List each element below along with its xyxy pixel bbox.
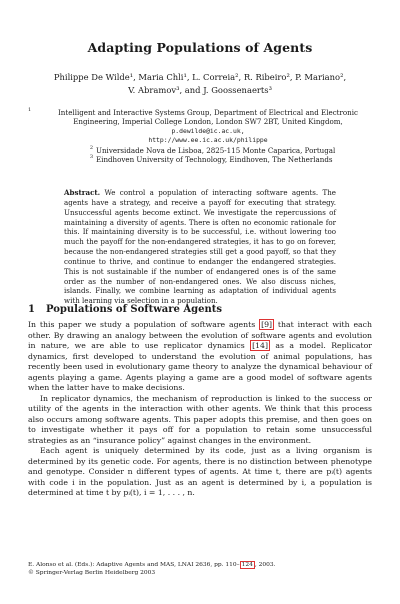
affiliation-url[interactable]: http://www.ee.ic.ac.uk/philippe xyxy=(148,136,268,145)
footer-text: E. Alonso et al. (Eds.): Adaptive Agents and MAS, LNAI 2636, pp. 110– xyxy=(28,562,240,568)
affiliation-number: 1 xyxy=(28,107,32,113)
affiliation-line: Intelligent and Interactive Systems Group, Department of Electrical and Electronic xyxy=(58,108,358,117)
section-number: 1 xyxy=(28,304,35,315)
body-text xyxy=(28,320,372,499)
footer-page-link[interactable]: 124 xyxy=(241,562,253,568)
footer-citation xyxy=(28,561,372,569)
authors-line-1: Philippe De Wilde¹, Maria Chli¹, L. Correia², R. Ribeiro², P. Mariano², xyxy=(53,72,347,82)
abstract xyxy=(64,188,336,306)
affiliation-3 xyxy=(28,155,374,164)
affiliation-1 xyxy=(28,108,374,146)
paragraph-1 xyxy=(28,320,372,394)
abstract-label: Abstract. xyxy=(64,188,101,197)
affiliation-line: Eindhoven University of Technology, Eindhoven, The Netherlands xyxy=(96,155,333,165)
affiliation-line: Engineering, Imperial College London, London SW7 2BT, United Kingdom, xyxy=(73,117,343,127)
footer-text: , 2003. xyxy=(254,562,276,568)
paragraph-text: as a model. Replicator dynamics, first developed to understand the evolution of animal populations, has recently been used in evolutionary game theory to analyze the dynamical behaviour of agents playing a game. Agents playing a game are a good model of software agents when the latter have to make decisions. xyxy=(28,341,372,392)
section-title: Populations of Software Agents xyxy=(46,304,223,315)
affiliation-line: Universidade Nova de Lisboa, 2825-115 Monte Caparica, Portugal xyxy=(96,145,336,155)
paragraph-text: that interact with each other. By drawing an analogy between the evolution of software agents and evolution in nature, we are able to use replicator dynamics xyxy=(28,320,373,350)
paper-title: Adapting Populations of Agents xyxy=(87,40,313,55)
affiliation-number: 3 xyxy=(89,154,93,161)
section-heading xyxy=(28,304,222,315)
paragraph-text: In this paper we study a population of software agents xyxy=(28,320,260,329)
citation-link[interactable]: [14] xyxy=(252,341,269,350)
author-list xyxy=(50,71,350,96)
page-footer xyxy=(28,561,372,577)
footer-copyright: © Springer-Verlag Berlin Heidelberg 2003 xyxy=(28,570,156,576)
authors-line-2: V. Abramov³, and J. Goossenaerts³ xyxy=(128,84,272,95)
affiliation-number: 2 xyxy=(89,144,93,151)
abstract-text: We control a population of interacting software agents. The agents have a strategy, and receive a payoff for executing that strategy. Unsuccessful agents become extinct. We investigate the repercussions of maintaining a diversity of agents. There is often no economic rationale for this. If maintaining diversity is to be successful, i.e. without lowering too much the payoff for the non-endangered strategies, it has to go on forever, because the non-endangered strategies still get a good payoff, so that they continue to thrive, and continue to endanger the endangered strategies. This is not sustainable if the number of endangered ones is of the same order as the number of non-endangered ones. We also discuss niches, islands. Finally, we combine learning as adaptation of individual agents with learning via selection in a population. xyxy=(64,188,336,306)
affiliations xyxy=(28,108,374,164)
paragraph-3: Each agent is uniquely determined by its code, just as a living organism is determined by its genetic code. For agents, there is no distinction between phenotype and genotype. Consider n different types of agents. At time t, there are pᵢ(t) agents with code i in the population. Just as an agent is determined by i, a population is determined at time t by pᵢ(t), i = 1, . . . , n. xyxy=(28,446,372,497)
citation-link[interactable]: [9] xyxy=(261,320,273,329)
paragraph-2: In replicator dynamics, the mechanism of reproduction is linked to the success or utility of the agents in the interaction with other agents. We think that this process also occurs among software agents. This paper adopts this premise, and then goes on to investigate whether it pays off for a population to retain some unsuccessful strategies as an “insurance policy” against changes in the environment. xyxy=(28,393,372,445)
affiliation-email[interactable]: p.dewilde@ic.ac.uk, xyxy=(171,126,245,135)
